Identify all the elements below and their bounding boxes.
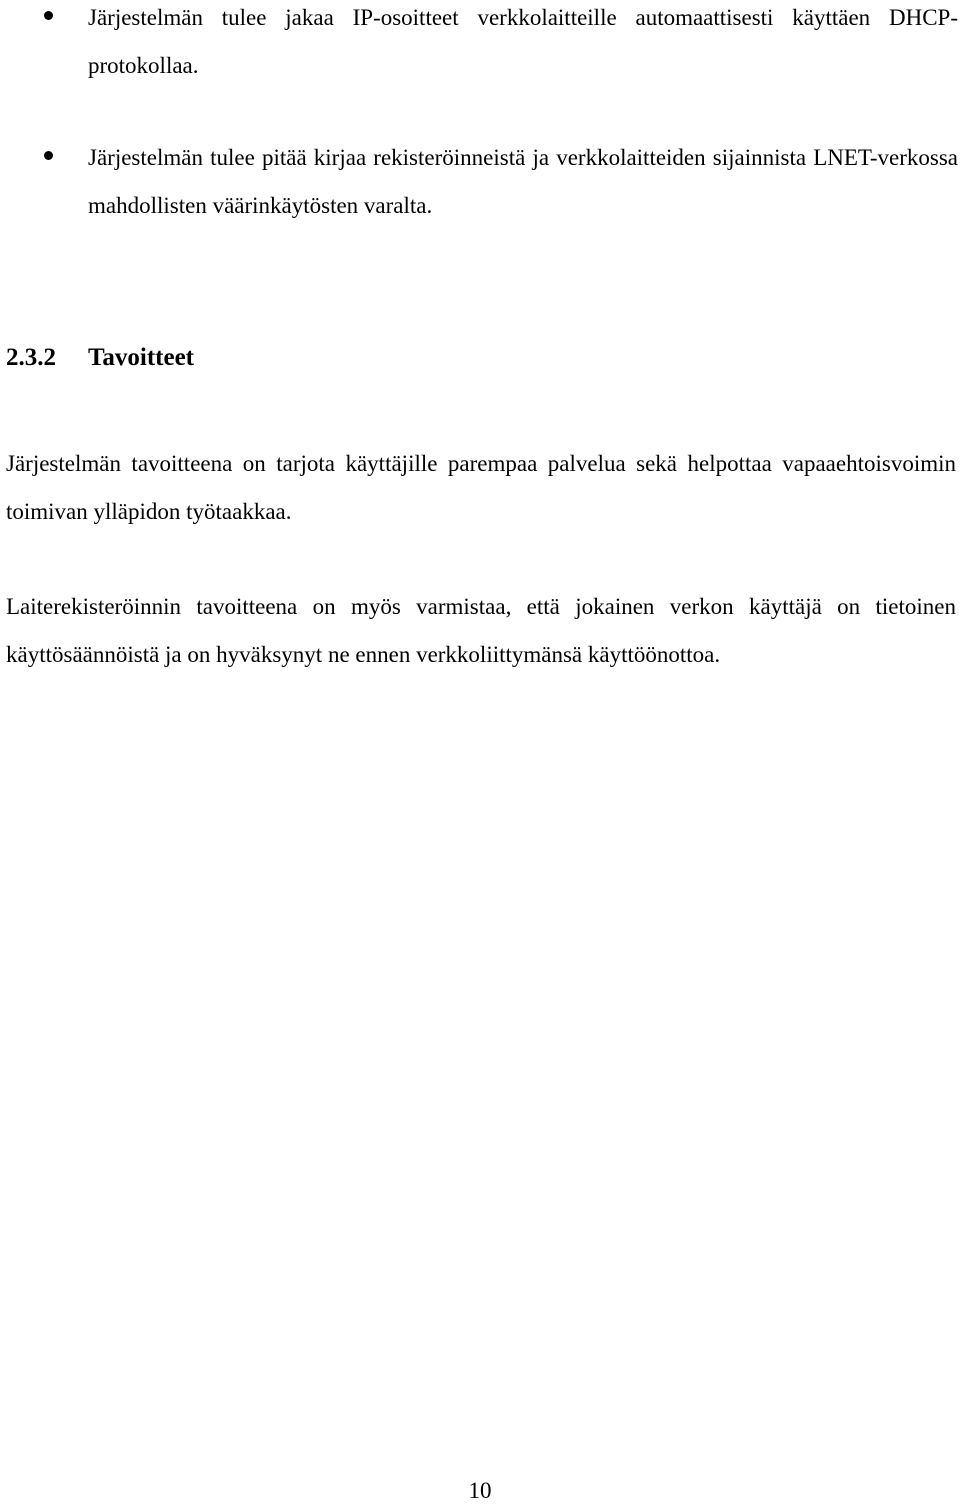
list-item-text: Järjestelmän tulee pitää kirjaa rekisteröinneistä ja verkkolaitteiden sijainnista LNET-verkossa mahdollisten väärinkäytösten varalta. [88, 145, 958, 218]
paragraph-registration-goals: Laiterekisteröinnin tavoitteena on myös varmistaa, että jokainen verkon käyttäjä on tietoinen käyttösäännöistä ja on hyväksynyt ne ennen verkkoliittymänsä käyttöönottoa. [6, 594, 956, 667]
bullet-icon [44, 11, 53, 20]
list-item-text: Järjestelmän tulee jakaa IP-osoitteet verkkolaitteille automaattisesti käyttäen DHCP-protokollaa. [88, 5, 958, 78]
section-number: 2.3.2 [6, 344, 56, 371]
paragraph-goals: Järjestelmän tavoitteena on tarjota käyttäjille parempaa palvelua sekä helpottaa vapaaehtoisvoimin toimivan ylläpidon työtaakkaa. [6, 451, 956, 524]
section-title: Tavoitteet [88, 344, 194, 371]
page-number: 10 [468, 1478, 492, 1503]
section-heading [6, 334, 194, 382]
bullet-icon [44, 151, 53, 160]
